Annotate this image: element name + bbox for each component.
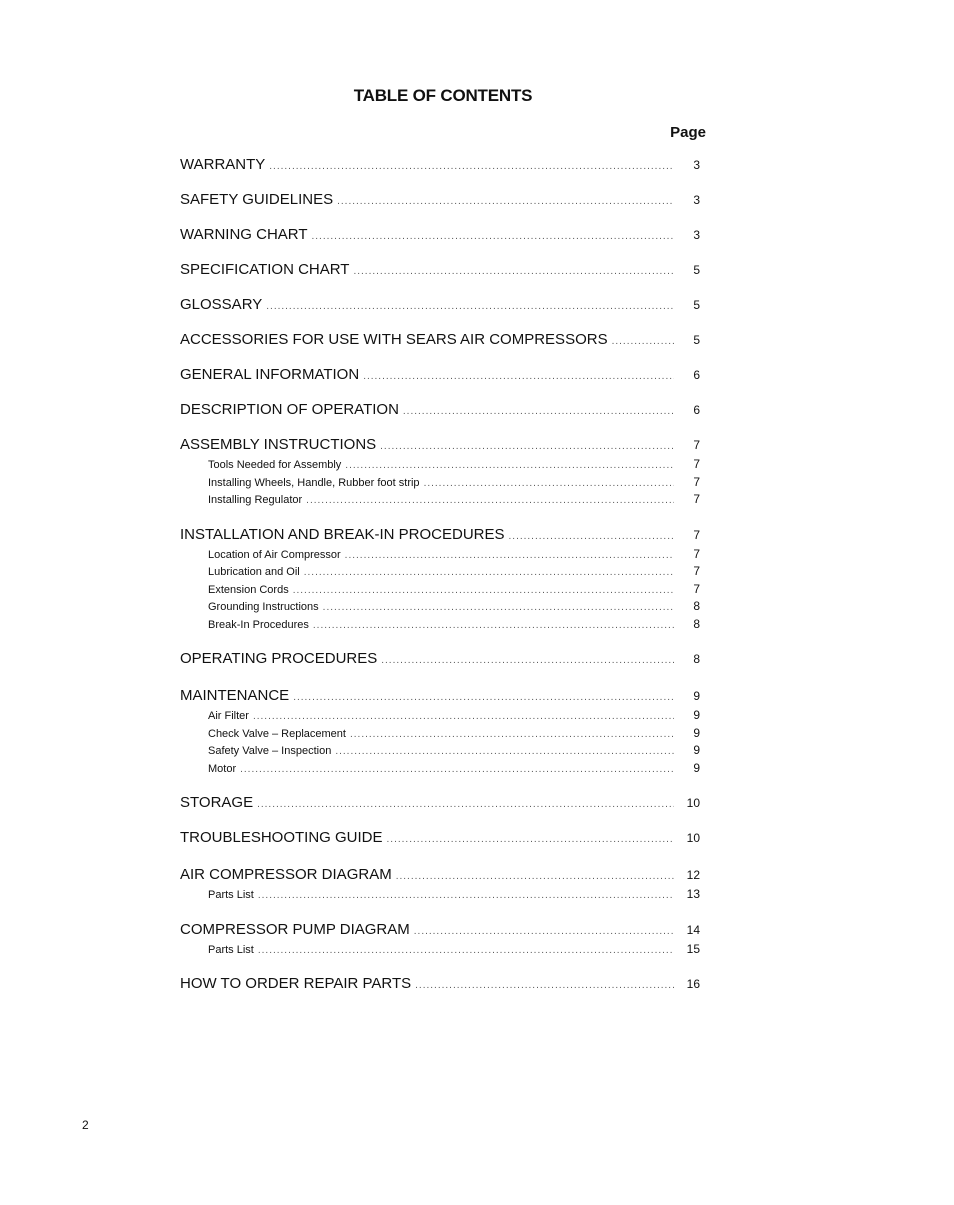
dot-leader (350, 726, 674, 744)
toc-subentry (180, 598, 700, 616)
toc-entry-label: AIR COMPRESSOR DIAGRAM (180, 866, 392, 883)
dot-leader (313, 617, 674, 635)
toc-subentry-label: Check Valve – Replacement (208, 727, 346, 740)
toc-entry (180, 973, 700, 995)
toc-subentry-label: Installing Wheels, Handle, Rubber foot strip (208, 476, 420, 489)
toc-entry-page: 6 (693, 368, 700, 382)
toc-entry-page: 12 (686, 868, 700, 882)
toc-section (180, 399, 700, 421)
toc-subentry-page: 13 (686, 887, 700, 901)
toc-section (180, 973, 700, 995)
toc-section (180, 189, 700, 211)
toc-entry (180, 224, 700, 246)
toc-entry (180, 919, 700, 941)
toc-section (180, 864, 700, 904)
dot-leader (415, 975, 674, 997)
dot-leader (323, 599, 674, 617)
toc-entry (180, 154, 700, 176)
toc-section (180, 259, 700, 281)
toc-entry-page: 5 (693, 333, 700, 347)
dot-leader (258, 942, 674, 960)
toc-subentry-label: Break-In Procedures (208, 618, 309, 631)
toc-entry-label: SPECIFICATION CHART (180, 261, 350, 278)
toc-section (180, 792, 700, 814)
toc-subentry (180, 760, 700, 778)
toc-entry (180, 294, 700, 316)
toc-entry-label: MAINTENANCE (180, 687, 290, 704)
toc-subentry-label: Grounding Instructions (208, 601, 319, 613)
toc-entry (180, 399, 700, 421)
toc-entry-page: 7 (693, 438, 700, 452)
toc-section (180, 224, 700, 246)
toc-entry-label: ASSEMBLY INSTRUCTIONS (180, 436, 377, 453)
toc-subentry (180, 725, 700, 743)
toc-section (180, 648, 700, 670)
toc-entry (180, 648, 700, 670)
toc-subentry (180, 563, 700, 581)
toc-entry-page: 9 (693, 689, 700, 703)
dot-leader (612, 331, 674, 353)
toc-subentry-label: Safety Valve – Inspection (208, 745, 332, 757)
dot-leader (304, 564, 674, 582)
toc-subentry-page: 8 (693, 616, 700, 631)
toc-entry-label: STORAGE (180, 794, 254, 811)
dot-leader (403, 401, 674, 423)
toc-entry-page: 5 (693, 263, 700, 277)
toc-entry (180, 189, 700, 211)
toc-subentry (180, 546, 700, 564)
toc-entry-page: 8 (693, 652, 700, 666)
toc-subentry-label: Location of Air Compressor (208, 548, 341, 561)
toc-subentry-page: 9 (693, 760, 700, 775)
toc-subentry-page: 15 (686, 941, 700, 956)
toc-entry-page: 3 (693, 228, 700, 242)
dot-leader (257, 794, 674, 816)
dot-leader (337, 191, 674, 213)
footer-page-number: 2 (82, 1118, 89, 1132)
toc-subentry-page: 9 (693, 725, 700, 740)
toc-entry-label: SAFETY GUIDELINES (180, 191, 334, 208)
dot-leader (345, 547, 674, 565)
toc-subentry-label: Installing Regulator (208, 494, 303, 506)
dot-leader (345, 457, 674, 475)
toc-subentry-label: Extension Cords (208, 583, 289, 596)
toc-entry-page: 10 (686, 796, 700, 810)
toc-section (180, 364, 700, 386)
toc-entry-label: DESCRIPTION OF OPERATION (180, 401, 399, 418)
toc-entry (180, 864, 700, 886)
toc-subentry-page: 7 (693, 492, 700, 506)
dot-leader (266, 296, 674, 318)
toc-entry-label: GENERAL INFORMATION (180, 366, 360, 383)
toc-entry-label: GLOSSARY (180, 296, 263, 313)
toc-subentry-label: Lubrication and Oil (208, 566, 300, 578)
toc-subentry (180, 581, 700, 599)
toc-subentry (180, 886, 700, 904)
toc-subentry (180, 491, 700, 509)
dot-leader (293, 582, 674, 600)
toc-subentry-page: 7 (693, 581, 700, 596)
toc-subentry-page: 9 (693, 708, 700, 722)
toc-entry (180, 792, 700, 814)
toc-entry (180, 827, 700, 849)
toc-section (180, 434, 700, 509)
dot-leader (424, 475, 674, 493)
toc-entry-label: INSTALLATION AND BREAK-IN PROCEDURES (180, 525, 505, 543)
toc-entry-page: 5 (693, 298, 700, 312)
toc-subentry-label: Motor (208, 762, 237, 775)
toc-section (180, 919, 700, 959)
dot-leader (258, 887, 674, 905)
dot-leader (380, 436, 674, 458)
dot-leader (306, 492, 674, 510)
toc-entry-page: 3 (693, 158, 700, 172)
toc-entry (180, 259, 700, 281)
toc-entry-page: 3 (693, 193, 700, 207)
dot-leader (414, 921, 674, 943)
toc-entry (180, 434, 700, 456)
toc-entry (180, 524, 700, 546)
dot-leader (363, 366, 674, 388)
toc-entry-page: 16 (686, 977, 700, 991)
toc-subentry (180, 474, 700, 492)
toc-entry-label: WARNING CHART (180, 226, 308, 243)
dot-leader (396, 866, 674, 888)
page-column-header: Page (670, 124, 706, 141)
table-of-contents (180, 141, 700, 995)
toc-entry (180, 364, 700, 386)
toc-entry-page: 7 (693, 527, 700, 542)
toc-subentry-page: 8 (693, 599, 700, 613)
toc-entry-label: WARRANTY (180, 156, 266, 173)
toc-subentry-label: Air Filter (208, 710, 249, 722)
toc-section (180, 154, 700, 176)
toc-section (180, 524, 700, 634)
toc-subentry (180, 941, 700, 959)
dot-leader (335, 743, 674, 761)
toc-entry-page: 10 (686, 831, 700, 845)
toc-subentry-page: 7 (693, 564, 700, 578)
toc-entry-page: 14 (686, 922, 700, 937)
toc-entry (180, 329, 700, 351)
toc-subentry-label: Parts List (208, 889, 254, 901)
dot-leader (240, 761, 674, 779)
toc-subentry-page: 9 (693, 743, 700, 757)
toc-subentry (180, 616, 700, 634)
toc-entry-label: TROUBLESHOOTING GUIDE (180, 829, 383, 846)
toc-subentry-label: Parts List (208, 943, 254, 956)
toc-section (180, 294, 700, 316)
dot-leader (253, 708, 674, 726)
dot-leader (312, 226, 675, 248)
toc-section (180, 827, 700, 849)
toc-subentry-page: 7 (693, 457, 700, 471)
toc-entry-label: HOW TO ORDER REPAIR PARTS (180, 975, 412, 992)
toc-subentry (180, 456, 700, 474)
dot-leader (353, 261, 674, 283)
toc-subentry-label: Tools Needed for Assembly (208, 459, 342, 471)
toc-section (180, 685, 700, 777)
toc-entry (180, 685, 700, 707)
toc-entry-label: OPERATING PROCEDURES (180, 650, 378, 667)
dot-leader (381, 650, 674, 672)
toc-entry-label: COMPRESSOR PUMP DIAGRAM (180, 920, 410, 938)
dot-leader (387, 829, 674, 851)
toc-subentry (180, 742, 700, 760)
toc-subentry-page: 7 (693, 474, 700, 489)
dot-leader (269, 156, 674, 178)
toc-subentry (180, 707, 700, 725)
page-title: TABLE OF CONTENTS (353, 86, 533, 105)
dot-leader (509, 526, 674, 548)
toc-section (180, 329, 700, 351)
toc-entry-page: 6 (693, 403, 700, 417)
dot-leader (293, 687, 674, 709)
toc-subentry-page: 7 (693, 546, 700, 561)
toc-entry-label: ACCESSORIES FOR USE WITH SEARS AIR COMPRESSORS (180, 331, 608, 348)
